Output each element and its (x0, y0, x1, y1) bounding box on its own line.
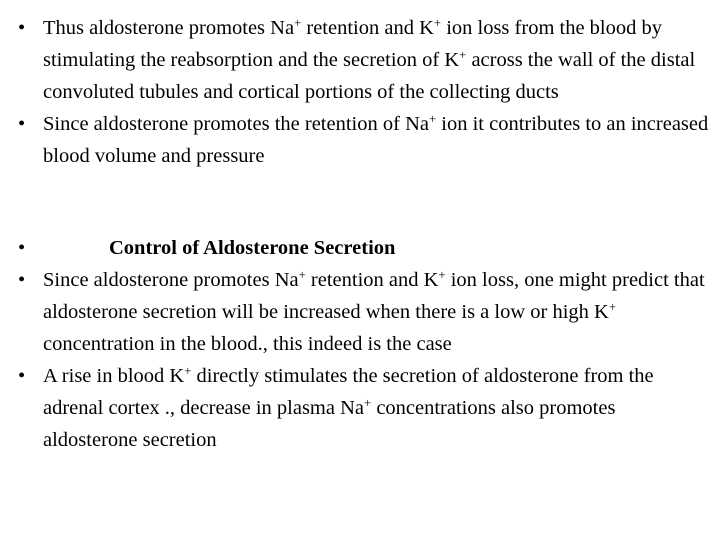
top-bullet-list (0, 12, 712, 172)
bullet-dot: • (18, 113, 26, 135)
text-segment: concentration in the blood., this indeed is the case (43, 333, 452, 355)
text-segment: across the wall of the distal convoluted tubules and cortical portions of the collecting ducts (43, 49, 696, 103)
superscript-plus: + (433, 16, 442, 31)
text-segment: retention and K (301, 17, 434, 39)
superscript-plus: + (298, 268, 306, 283)
superscript-plus: + (294, 16, 302, 31)
text-segment: concentrations also promotes aldosterone secretion (43, 397, 616, 451)
bullet-blood-k-rise (0, 360, 712, 456)
section-heading: Control of Aldosterone Secretion (109, 237, 396, 259)
text-segment: ion loss, one might predict that aldosterone secretion will be increased when there is a low or high K (43, 269, 705, 323)
bullet-dot: • (18, 17, 26, 39)
section-heading-item (0, 232, 712, 264)
bullet-dot: • (18, 365, 26, 387)
bullet-blood-volume-pressure (0, 108, 712, 172)
bullet-aldosterone-na-retention (0, 12, 712, 108)
text-segment: ion loss from the blood by stimulating the reabsorption and the secretion of K (43, 17, 662, 71)
superscript-plus: + (459, 48, 467, 63)
text-segment: Since aldosterone promotes the retention of Na (43, 113, 429, 135)
text-segment: ion it contributes to an increased blood volume and pressure (43, 113, 709, 167)
text-segment: directly stimulates the secretion of aldosterone from the adrenal cortex ., decrease in plasma Na (43, 365, 654, 419)
text-segment: Thus aldosterone promotes Na (43, 17, 295, 39)
bottom-bullet-list (0, 232, 712, 456)
superscript-plus: + (184, 364, 192, 379)
superscript-plus: + (364, 396, 372, 411)
bullet-aldosterone-secretion-prediction (0, 264, 712, 360)
superscript-plus: + (438, 268, 446, 283)
text-segment: retention and K (305, 269, 439, 291)
text-segment: A rise in blood K (43, 365, 185, 387)
superscript-plus: + (428, 112, 437, 127)
bullet-dot: • (18, 269, 26, 291)
superscript-plus: + (608, 300, 617, 315)
bullet-dot: • (18, 237, 26, 259)
text-segment: Since aldosterone promotes Na (43, 269, 299, 291)
